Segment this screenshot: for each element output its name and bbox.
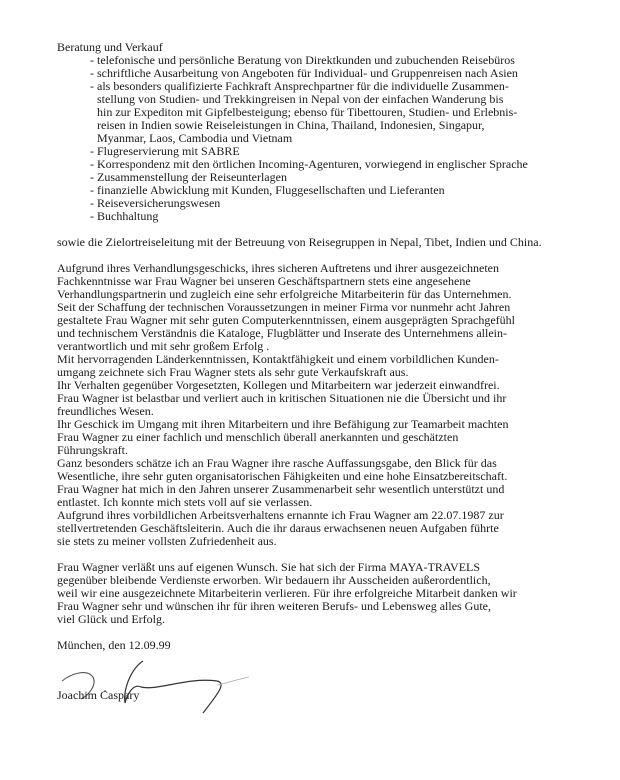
- signature-block: [57, 655, 257, 720]
- duty-item: - Korrespondenz mit den örtlichen Incoming-Agenturen, vorwiegend in englischer Sprache: [90, 157, 528, 171]
- duties-list: [57, 54, 597, 223]
- duty-item: - Buchhaltung: [90, 209, 159, 223]
- duty-item: - Zusammenstellung der Reiseunterlagen: [90, 170, 287, 184]
- duty-item: - Flugreservierung mit SABRE: [90, 144, 240, 158]
- section-heading: Beratung und Verkauf: [57, 40, 163, 54]
- duty-item: - schriftliche Ausarbeitung von Angeboten für Individual- und Gruppenreisen nach Asien: [90, 66, 518, 80]
- duty-item: - telefonische und persönliche Beratung von Direktkunden und zubuchenden Reisebüros: [90, 53, 515, 67]
- duty-item: - als besonders qualifizierte Fachkraft Ansprechpartner für die individuelle Zusammen- stellung von Studien- und Trekkingreisen in Nepal von der einfachen Wanderung bis hin zur Expediton mit Gipfelbesteigung; ebenso für Tibettouren, Studien- und Erlebnis- reisen in Indien sowie Reiseleistungen in China, Thailand, Indonesien, Singapur, Myanmar, Laos, Cambodia und Vietnam: [90, 79, 518, 145]
- evaluation-paragraph: Aufgrund ihres Verhandlungsgeschicks, ihres sicheren Auftretens und ihrer ausgezeichneten Fachkenntnisse war Frau Wagner bei unseren Geschäftspartnern stets eine angesehene Verhandlungspartnerin und zugleich eine sehr erfolgreiche Mitarbeiterin für das Unternehmen. Seit der Schaffung der technischen Voraussetzungen in meiner Firma vor nunmehr acht Jahren gestaltete Frau Wagner mit sehr guten Computerkenntnissen, einem ausgeprägten Sprachgefühl und technischem Verständnis die Kataloge, Flugblätter und Inserate des Unternehmens allein- verantwortlich und mit sehr großem Erfolg . Mit hervorragenden Länderkenntnissen, Kontaktfähigkeit und einem vorbildlichen Kunden- umgang zeichnete sich Frau Wagner stets als sehr gute Verkaufskraft aus. Ihr Verhalten gegenüber Vorgesetzten, Kollegen und Mitarbeitern war jederzeit einwandfrei. Frau Wagner ist belastbar und verliert auch in kritischen Situationen nie die Übersicht und ihr freundliches Wesen. Ihr Geschick im Umgang mit ihren Mitarbeitern und ihre Befähigung zur Teamarbeit machten Frau Wagner zu einer fachlich und menschlich überall anerkannten und geschätzten Führungskraft. Ganz besonders schätze ich an Frau Wagner ihre rasche Auffassungsgabe, den Blick für das Wesentliche, ihre sehr guten organisatorischen Fähigkeiten und eine hohe Einsatzbereitschaft. Frau Wagner hat mich in den Jahren unserer Zusammenarbeit sehr wesentlich unterstützt und entlastet. Ich konnte mich stets voll auf sie verlassen. Aufgrund ihres vorbildlichen Arbeitsverhaltens ernannte ich Frau Wagner am 22.07.1987 zur stellvertretenden Geschäftsleiterin. Auch die ihr daraus erwachsenen neuen Aufgaben führte sie stets zu meiner vollsten Zufriedenheit aus.: [57, 261, 516, 548]
- duty-item: - Reiseversicherungswesen: [90, 196, 221, 210]
- duty-item: - finanzielle Abwicklung mit Kunden, Fluggesellschaften und Lieferanten: [90, 183, 445, 197]
- tour-lead-sentence: sowie die Zielortreiseleitung mit der Betreuung von Reisegruppen in Nepal, Tibet, Indien und China.: [57, 235, 542, 249]
- closing-paragraph: Frau Wagner verläßt uns auf eigenen Wunsch. Sie hat sich der Firma MAYA-TRAVELS gegenüber bleibende Verdienste erworben. Wir bedauern ihr Ausscheiden außerordentlich, weil wir eine ausgezeichnete Mitarbeiterin verlieren. Für ihre erfolgreiche Mitarbeit danken wir Frau Wagner sehr und wünschen ihr für ihren weiteren Berufs- und Lebensweg alles Gute, viel Glück und Erfolg.: [57, 560, 517, 626]
- reference-letter: [57, 41, 597, 652]
- place-date: München, den 12.09.99: [57, 638, 171, 652]
- signer-name: Joachim Caspary: [57, 688, 140, 702]
